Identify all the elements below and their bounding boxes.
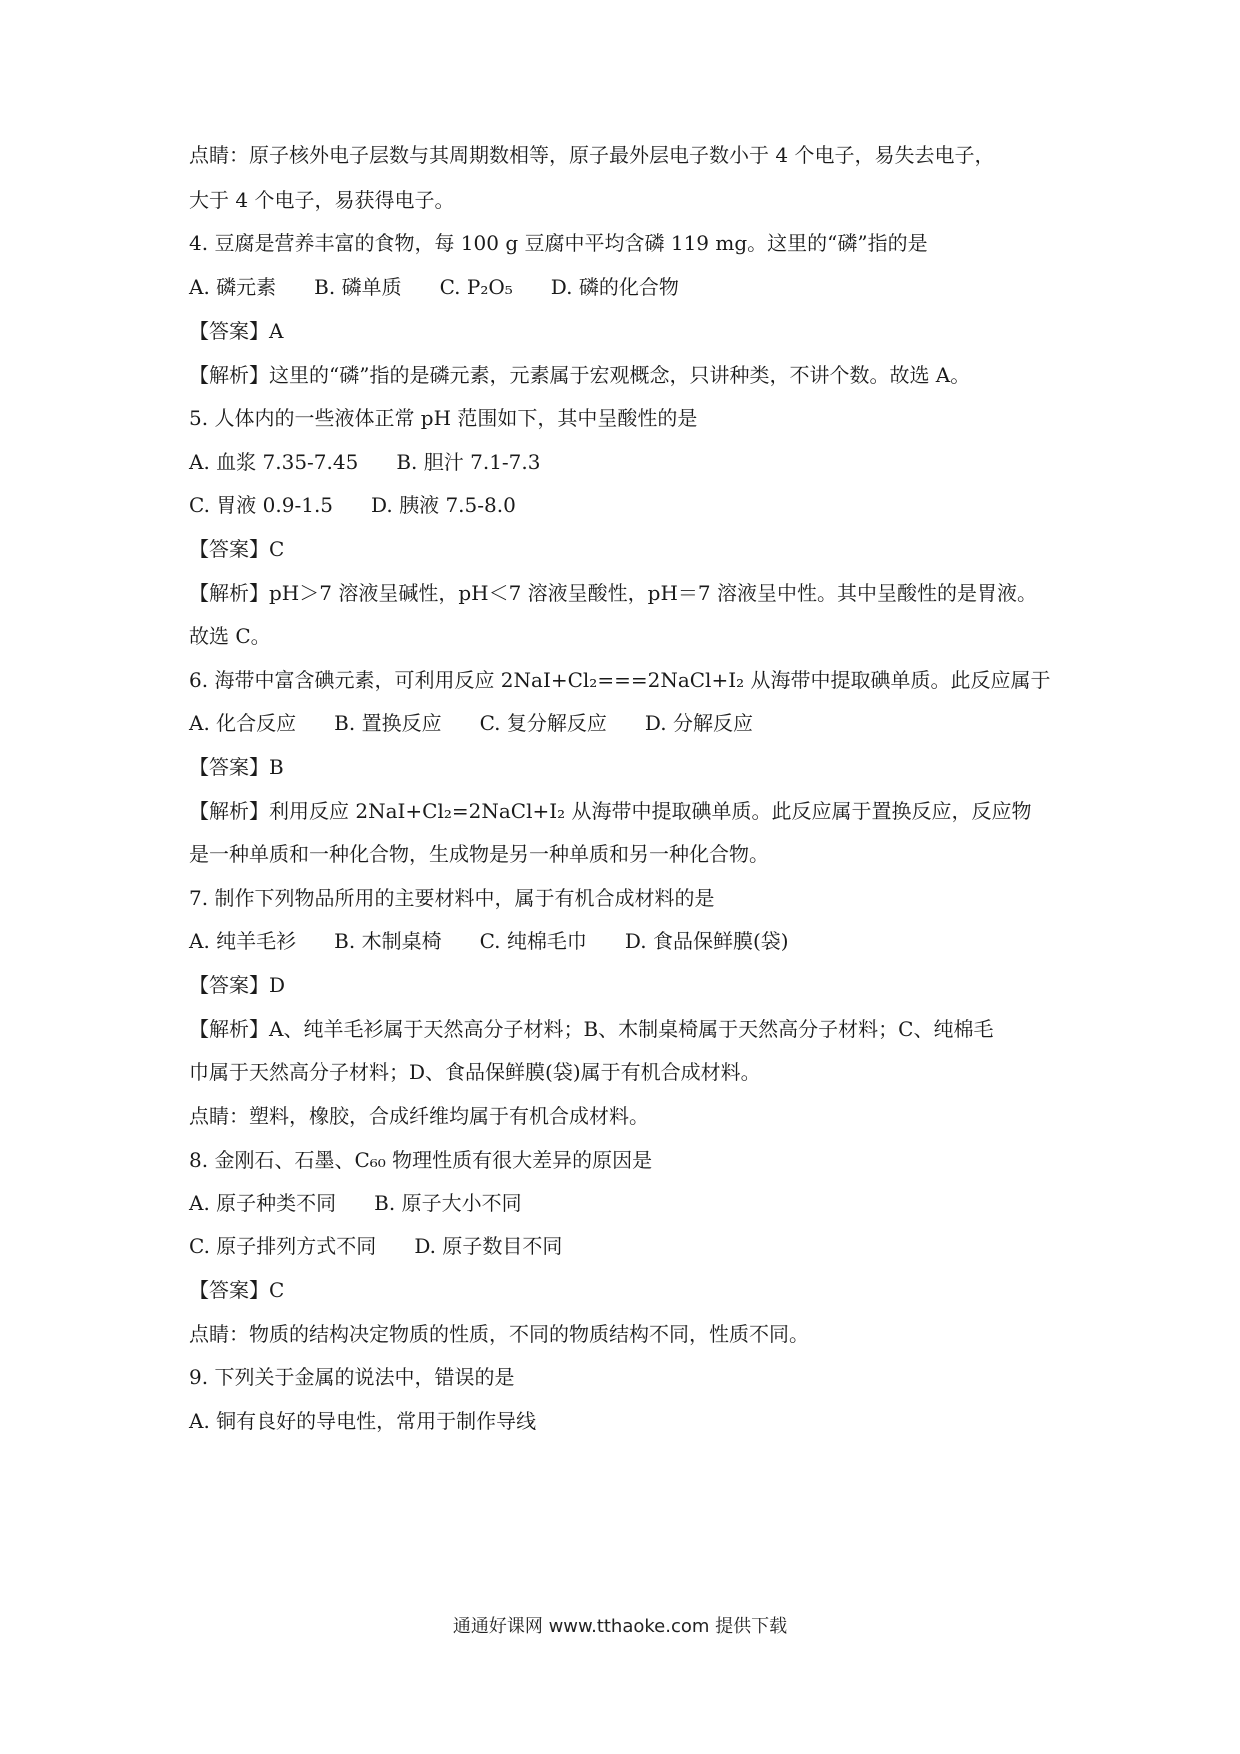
answer-options: [189, 708, 1069, 738]
question-stem: 5. 人体内的一些液体正常 pH 范围如下，其中呈酸性的是: [189, 406, 698, 430]
answer-line: 【答案】C: [189, 1278, 285, 1302]
question-stem: 8. 金刚石、石墨、C₆₀ 物理性质有很大差异的原因是: [189, 1148, 653, 1172]
answer-options: [189, 490, 1069, 520]
option-item: C. 胃液 0.9-1.5: [189, 493, 334, 517]
option-item: D. 原子数目不同: [414, 1234, 563, 1258]
option-item: D. 磷的化合物: [550, 275, 679, 299]
option-item: D. 分解反应: [644, 711, 753, 735]
question-stem: 7. 制作下列物品所用的主要材料中，属于有机合成材料的是: [189, 886, 715, 910]
answer-options: [189, 447, 1069, 477]
answer-line: 【答案】A: [189, 319, 284, 343]
answer-options: [189, 272, 1069, 302]
option-item: A. 化合反应: [189, 711, 297, 735]
question-stem: 9. 下列关于金属的说法中，错误的是: [189, 1365, 515, 1389]
note-line: 点睛：物质的结构决定物质的性质，不同的物质结构不同，性质不同。: [189, 1322, 809, 1346]
option-item: C. 纯棉毛巾: [479, 929, 587, 953]
page-footer: 通通好课网 www.tthaoke.com 提供下载: [452, 1616, 788, 1637]
option-item: B. 原子大小不同: [374, 1191, 522, 1215]
text-line: 故选 C。: [189, 624, 271, 648]
text-line: 巾属于天然高分子材料；D、食品保鲜膜(袋)属于有机合成材料。: [189, 1060, 761, 1084]
text-line: 大于 4 个电子，易获得电子。: [189, 188, 455, 212]
option-item: C. 复分解反应: [479, 711, 607, 735]
option-item: C. P₂O₅: [439, 275, 513, 299]
option-item: C. 原子排列方式不同: [189, 1234, 377, 1258]
text-line: A. 铜有良好的导电性，常用于制作导线: [189, 1409, 537, 1433]
option-item: D. 胰液 7.5-8.0: [371, 493, 516, 517]
answer-options: [189, 1231, 1069, 1261]
option-item: A. 纯羊毛衫: [189, 929, 297, 953]
analysis-line: 【解析】A、纯羊毛衫属于天然高分子材料；B、木制桌椅属于天然高分子材料；C、纯棉毛: [189, 1017, 994, 1041]
option-item: B. 胆汁 7.1-7.3: [396, 450, 541, 474]
answer-line: 【答案】D: [189, 973, 286, 997]
answer-options: [189, 1188, 1069, 1218]
note-line: 点睛：原子核外电子层数与其周期数相等，原子最外层电子数小于 4 个电子，易失去电子，: [189, 143, 995, 167]
answer-line: 【答案】B: [189, 755, 284, 779]
answer-options: [189, 926, 1069, 956]
option-item: B. 磷单质: [314, 275, 402, 299]
analysis-line: 【解析】pH＞7 溶液呈碱性，pH＜7 溶液呈酸性，pH＝7 溶液呈中性。其中呈酸性的是胃液。: [189, 581, 1037, 605]
option-item: A. 磷元素: [189, 275, 277, 299]
analysis-line: 【解析】利用反应 2NaI+Cl₂=2NaCl+I₂ 从海带中提取碘单质。此反应属于置换反应，反应物: [189, 799, 1032, 823]
option-item: D. 食品保鲜膜(袋): [624, 929, 789, 953]
question-stem: 6. 海带中富含碘元素，可利用反应 2NaI+Cl₂===2NaCl+I₂ 从海带中提取碘单质。此反应属于: [189, 668, 1051, 692]
note-line: 点睛：塑料，橡胶，合成纤维均属于有机合成材料。: [189, 1104, 649, 1128]
text-line: 是一种单质和一种化合物，生成物是另一种单质和另一种化合物。: [189, 842, 769, 866]
option-item: A. 原子种类不同: [189, 1191, 337, 1215]
answer-line: 【答案】C: [189, 537, 285, 561]
question-stem: 4. 豆腐是营养丰富的食物，每 100 g 豆腐中平均含磷 119 mg。这里的“磷”指的是: [189, 231, 928, 255]
option-item: B. 置换反应: [334, 711, 442, 735]
analysis-line: 【解析】这里的“磷”指的是磷元素，元素属于宏观概念，只讲种类，不讲个数。故选 A。: [189, 363, 971, 387]
option-item: A. 血浆 7.35-7.45: [189, 450, 359, 474]
option-item: B. 木制桌椅: [334, 929, 442, 953]
